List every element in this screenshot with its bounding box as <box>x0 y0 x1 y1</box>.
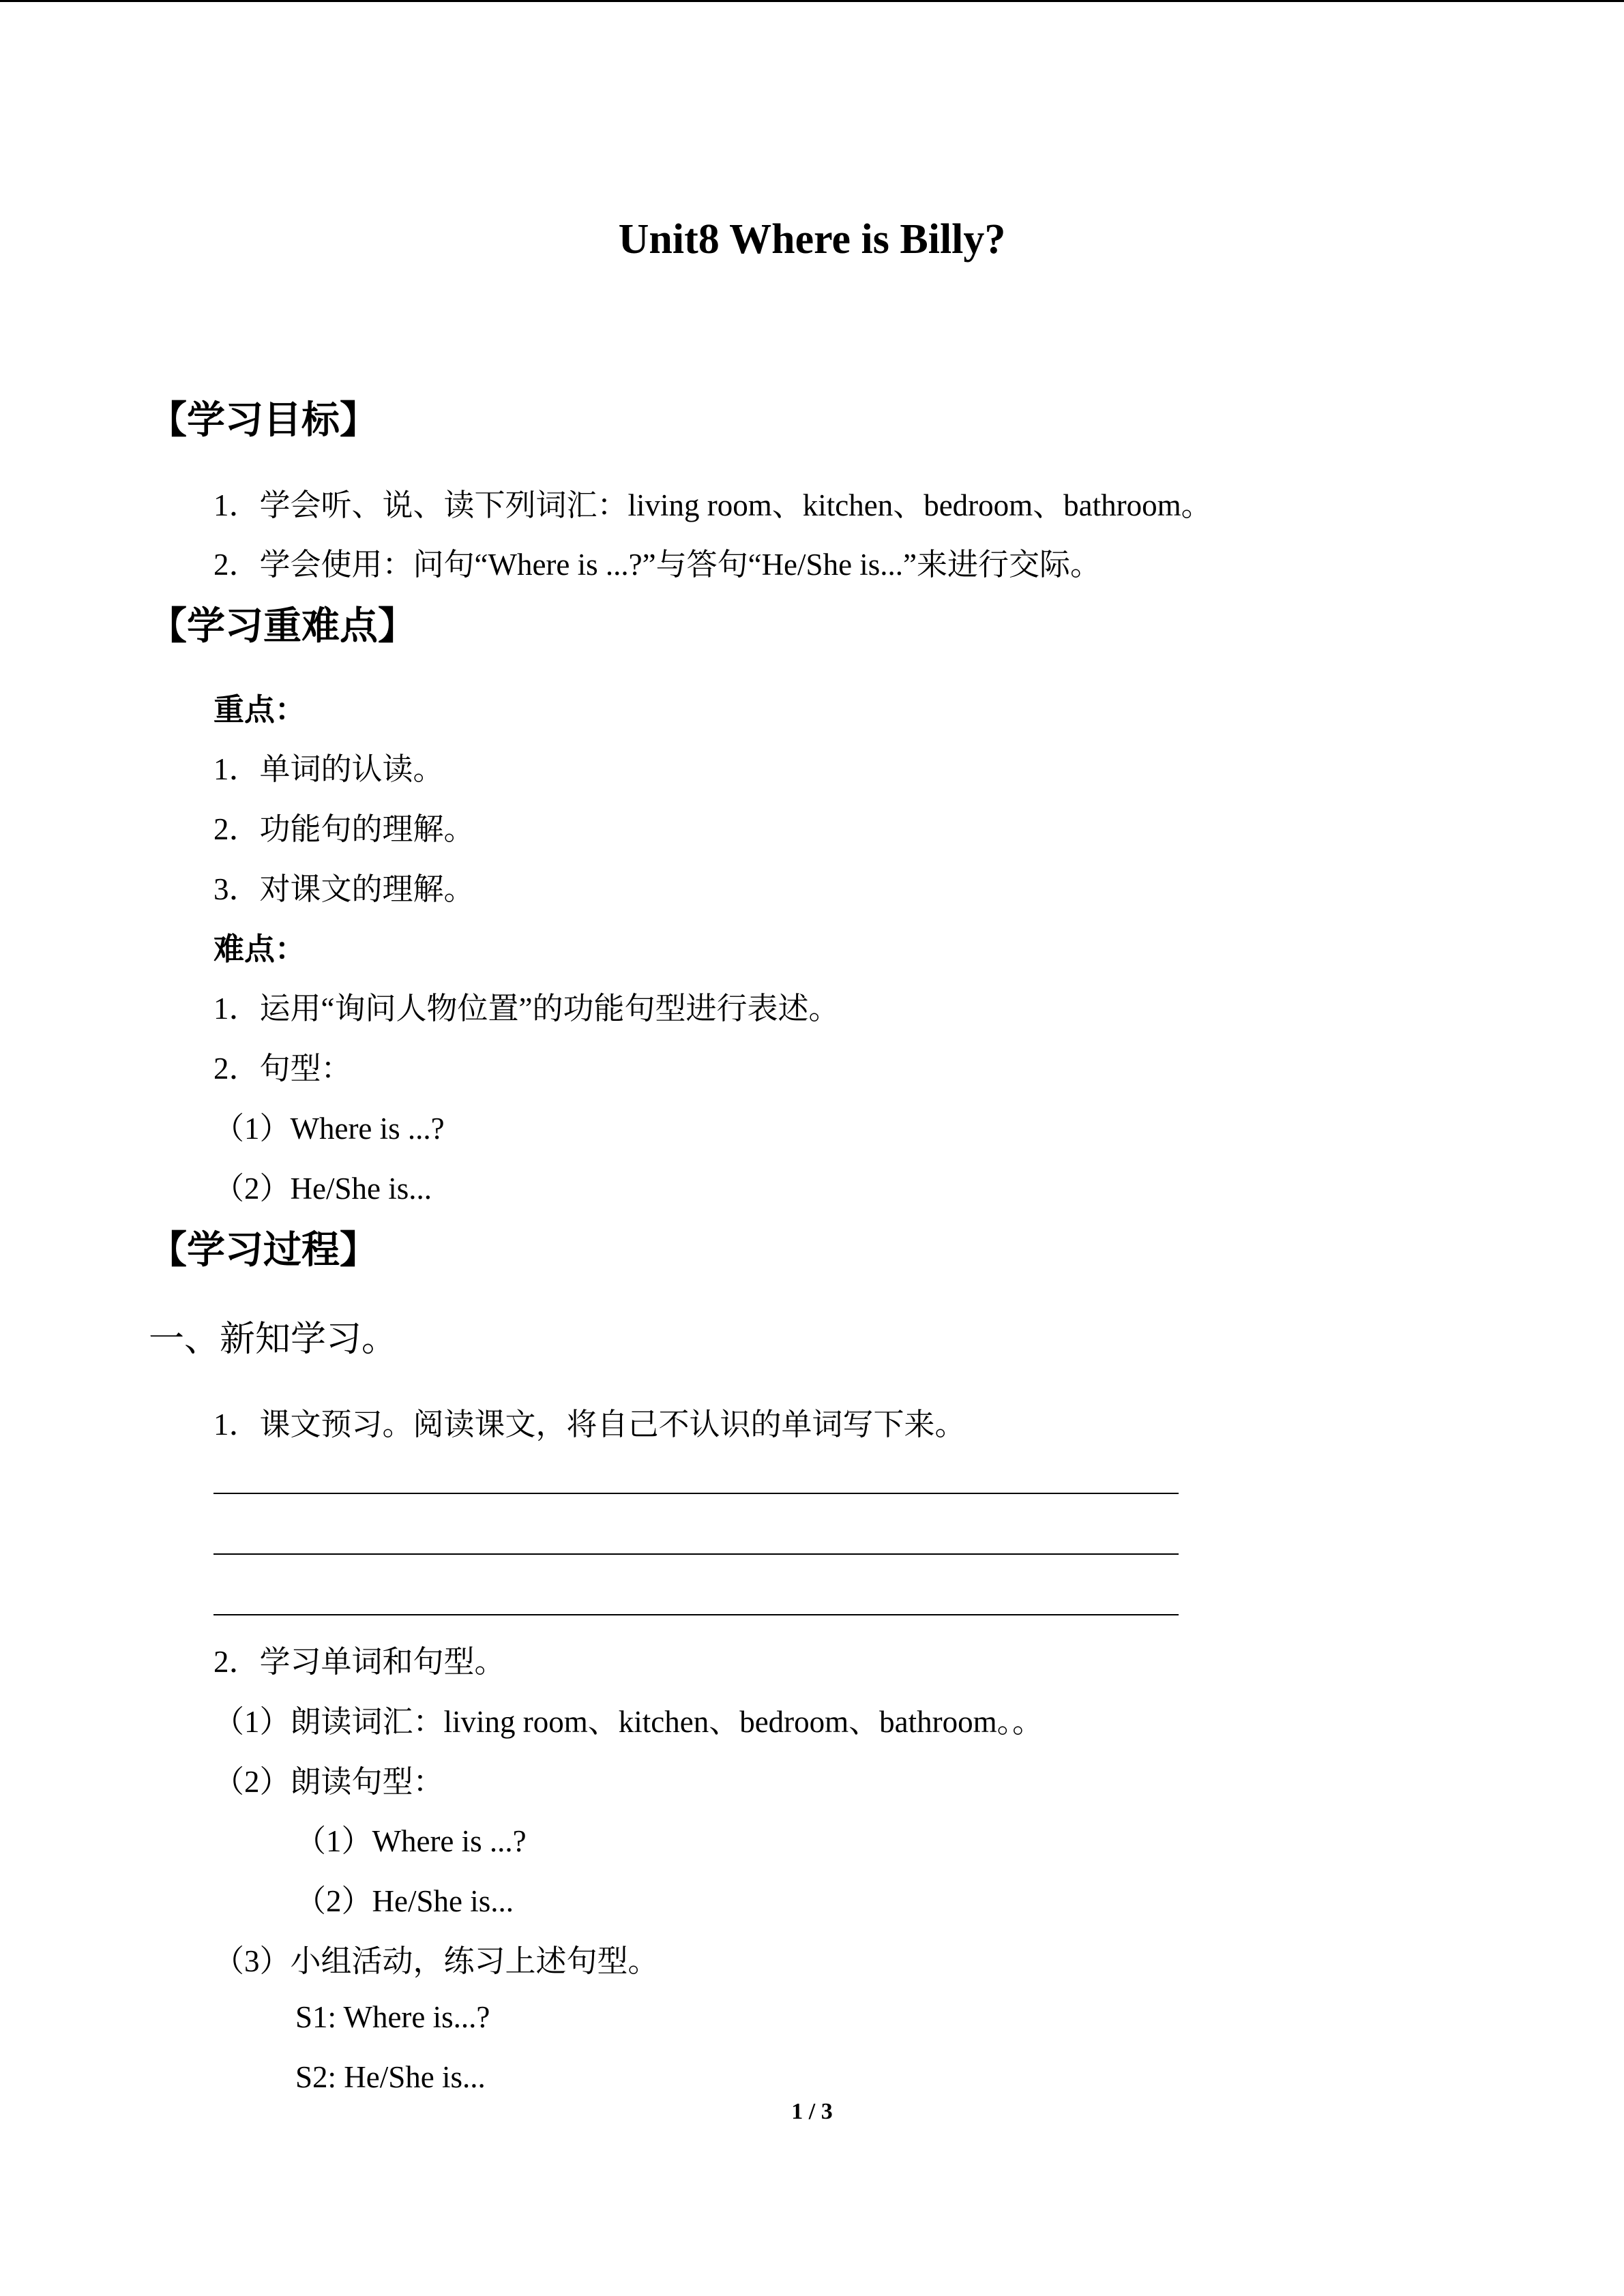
difficult-label: 难点： <box>213 931 306 967</box>
page-indicator: 1 / 3 <box>791 2099 833 2124</box>
document-title: Unit8 Where is Billy? <box>618 216 1006 263</box>
part1-title: 一、新知学习。 <box>149 1320 398 1359</box>
step2-item-7: S2: He/She is... <box>295 2060 486 2094</box>
step2-item-2: （2）朗读句型： <box>213 1765 444 1799</box>
objective-item-1: 1．学会听、说、读下列词汇：living room、kitchen、bedroom、bathroom。 <box>213 488 1212 522</box>
process-step-1: 1．课文预习。阅读课文，将自己不认识的单词写下来。 <box>213 1407 966 1442</box>
difficult-item-3: （1）Where is ...? <box>213 1112 445 1146</box>
step2-item-5: （3）小组活动，练习上述句型。 <box>213 1944 659 1978</box>
key-label: 重点： <box>213 691 306 728</box>
step2-item-3: （1）Where is ...? <box>295 1824 527 1858</box>
answer-line-2 <box>213 1553 1179 1555</box>
difficult-item-1: 1．运用“询问人物位置”的功能句型进行表述。 <box>213 992 840 1026</box>
heading-process: 【学习过程】 <box>149 1228 378 1272</box>
objective-item-2: 2．学会使用：问句“Where is ...?”与答句“He/She is...”来进行交际。 <box>213 548 1102 582</box>
answer-line-3 <box>213 1614 1179 1615</box>
top-border-line <box>0 0 1624 2</box>
process-step-2: 2．学习单词和句型。 <box>213 1645 505 1679</box>
heading-objectives: 【学习目标】 <box>149 398 378 443</box>
key-item-2: 2．功能句的理解。 <box>213 812 475 846</box>
heading-key-points: 【学习重难点】 <box>149 604 416 648</box>
answer-line-1 <box>213 1493 1179 1494</box>
step2-item-4: （2）He/She is... <box>295 1884 514 1918</box>
step2-item-6: S1: Where is...? <box>295 2000 490 2034</box>
key-item-3: 3．对课文的理解。 <box>213 872 475 906</box>
key-item-1: 1．单词的认读。 <box>213 752 444 786</box>
difficult-item-2: 2．句型： <box>213 1052 352 1086</box>
step2-item-1: （1）朗读词汇：living room、kitchen、bedroom、bathroom。。 <box>213 1705 1044 1739</box>
difficult-item-4: （2）He/She is... <box>213 1172 432 1206</box>
